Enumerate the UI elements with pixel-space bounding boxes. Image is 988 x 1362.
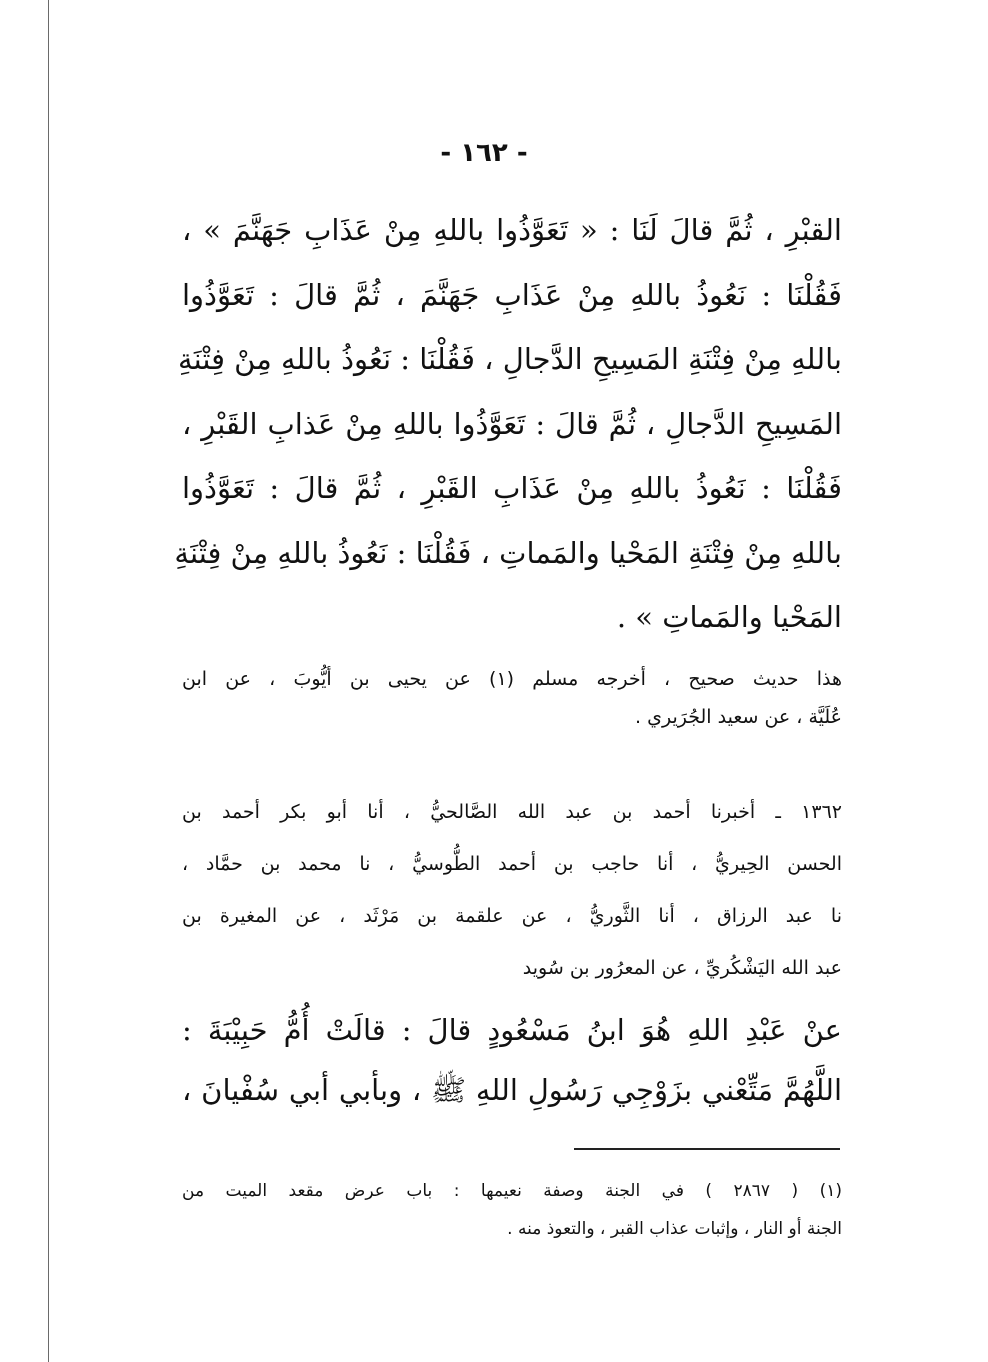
matn-line: عنْ عَبْدِ اللهِ هُوَ ابنُ مَسْعُودٍ قالَ : قالَتْ أُمُّ حَبِيْبَةَ :	[182, 1013, 842, 1047]
page-number: - ١٦٢ -	[440, 138, 528, 168]
isnad-line: الحسن الحِيريُّ ، أنا حاجب بن أحمد الطُّوسيُّ ، نا محمد بن حمَّاد ،	[182, 853, 842, 875]
footnote-line: (١) ( ٢٨٦٧ ) في الجنة وصفة نعيمها : باب عرض مقعد الميت من	[182, 1181, 842, 1201]
commentary-line: عُلَيَّة ، عن سعيد الجُرَيري .	[635, 706, 842, 728]
hadith-line: فَقُلْنَا : نَعُوذُ باللهِ مِنْ عَذَابِ القَبْرِ ، ثُمَّ قالَ : تَعَوَّذُوا	[182, 471, 842, 505]
commentary-line: هذا حديث صحيح ، أخرجه مسلم (١) عن يحيى بن أيُّوبَ ، عن ابن	[182, 668, 842, 690]
isnad-line: ١٣٦٢ ـ أخبرنا أحمد بن عبد الله الصَّالحيُّ ، أنا أبو بكر أحمد بن	[182, 801, 842, 823]
footnote-separator	[574, 1148, 840, 1150]
hadith-line: فَقُلْنَا : نَعُوذُ باللهِ مِنْ عَذَابِ جَهَنَّمَ ، ثُمَّ قالَ : تَعَوَّذُوا	[182, 277, 842, 312]
hadith-line: القبْرِ ، ثُمَّ قالَ لَنَا : « تَعَوَّذُوا باللهِ مِنْ عَذَابِ جَهَنَّمَ » ،	[182, 213, 842, 247]
isnad-line: نا عبد الرزاق ، أنا الثَّوريُّ ، عن علقمة بن مَرْثَد ، عن المغيرة بن	[182, 905, 842, 927]
commentary-text	[182, 660, 842, 736]
isnad-text	[182, 786, 842, 994]
footnote-text	[182, 1172, 842, 1248]
hadith-line: باللهِ مِنْ فِتْنَةِ المَحْيا والمَماتِ ، فَقُلْنَا : نَعُوذُ باللهِ مِنْ فِتْنَةِ	[174, 535, 842, 570]
isnad-line: عبد الله اليَشْكُريِّ ، عن المعرُور بن سُويد	[522, 957, 842, 979]
hadith-line: المَحْيا والمَماتِ » .	[616, 600, 842, 634]
hadith-text	[174, 198, 842, 650]
footnote-line: الجنة أو النار ، وإثبات عذاب القبر ، والتعوذ منه .	[507, 1219, 842, 1239]
hadith-line: باللهِ مِنْ فِتْنَةِ المَسِيحِ الدَّجالِ ، فَقُلْنَا : نَعُوذُ باللهِ مِنْ فِتْنَةِ	[178, 342, 842, 376]
hadith-line: المَسِيحِ الدَّجالِ ، ثُمَّ قالَ : تَعَوَّذُوا باللهِ مِنْ عَذابِ القَبْرِ ،	[182, 406, 842, 441]
page-edge-line	[48, 0, 49, 1362]
matn-line: اللَّهُمَّ مَتِّعْني بزَوْجِي رَسُولِ اللهِ ﷺ ، وبأبي أبي سُفْيانَ ،	[182, 1073, 842, 1107]
matn-text	[182, 1000, 842, 1120]
